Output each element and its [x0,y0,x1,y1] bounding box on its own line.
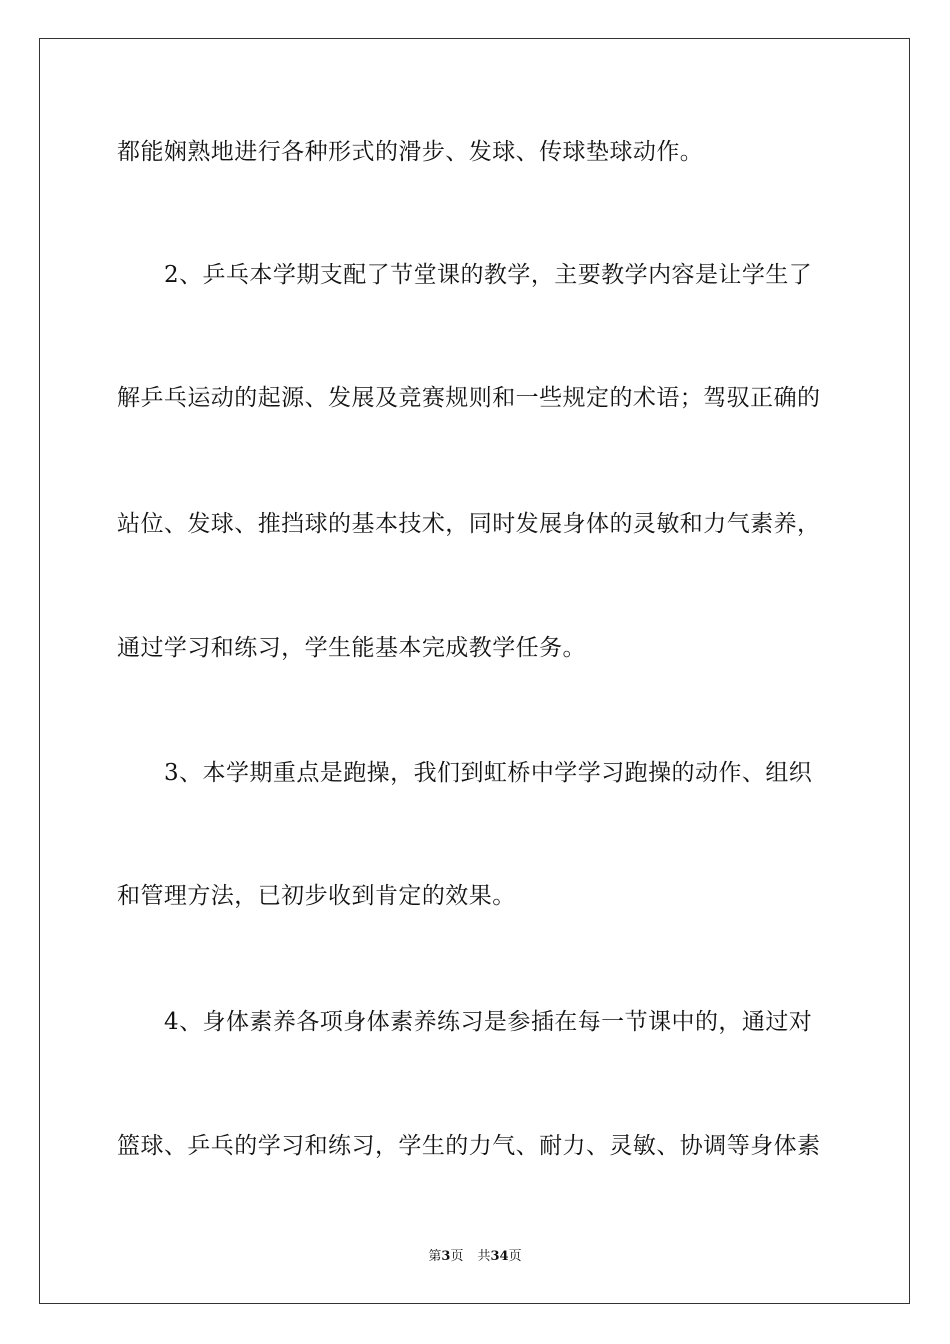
text-line-7: 和管理方法，已初步收到肯定的效果。 [117,883,516,909]
footer-page-suffix: 页 [450,1249,464,1264]
footer-total-prefix: 共 [477,1249,491,1264]
text-line-9: 篮球、乒乓的学习和练习，学生的力气、耐力、灵敏、协调等身体素 [117,1133,821,1159]
footer-page-number: 3 [441,1249,451,1264]
footer-total-suffix: 页 [508,1249,522,1264]
text-line-1: 都能娴熟地进行各种形式的滑步、发球、传球垫球动作。 [117,139,704,165]
footer-page-prefix: 第 [428,1249,442,1264]
text-line-8: 4、身体素养各项身体素养练习是参插在每一节课中的，通过对 [164,1009,813,1035]
text-line-2: 2、乒乓本学期支配了节堂课的教学，主要教学内容是让学生了 [164,262,813,288]
text-line-4: 站位、发球、推挡球的基本技术，同时发展身体的灵敏和力气素养， [117,511,821,537]
page-border [39,38,910,1304]
page-footer [0,1248,950,1266]
text-line-3: 解乒乓运动的起源、发展及竞赛规则和一些规定的术语；驾驭正确的 [117,385,821,411]
text-line-5: 通过学习和练习，学生能基本完成教学任务。 [117,635,586,661]
footer-total-pages: 34 [490,1249,509,1264]
text-line-6: 3、本学期重点是跑操，我们到虹桥中学学习跑操的动作、组织 [164,760,813,786]
